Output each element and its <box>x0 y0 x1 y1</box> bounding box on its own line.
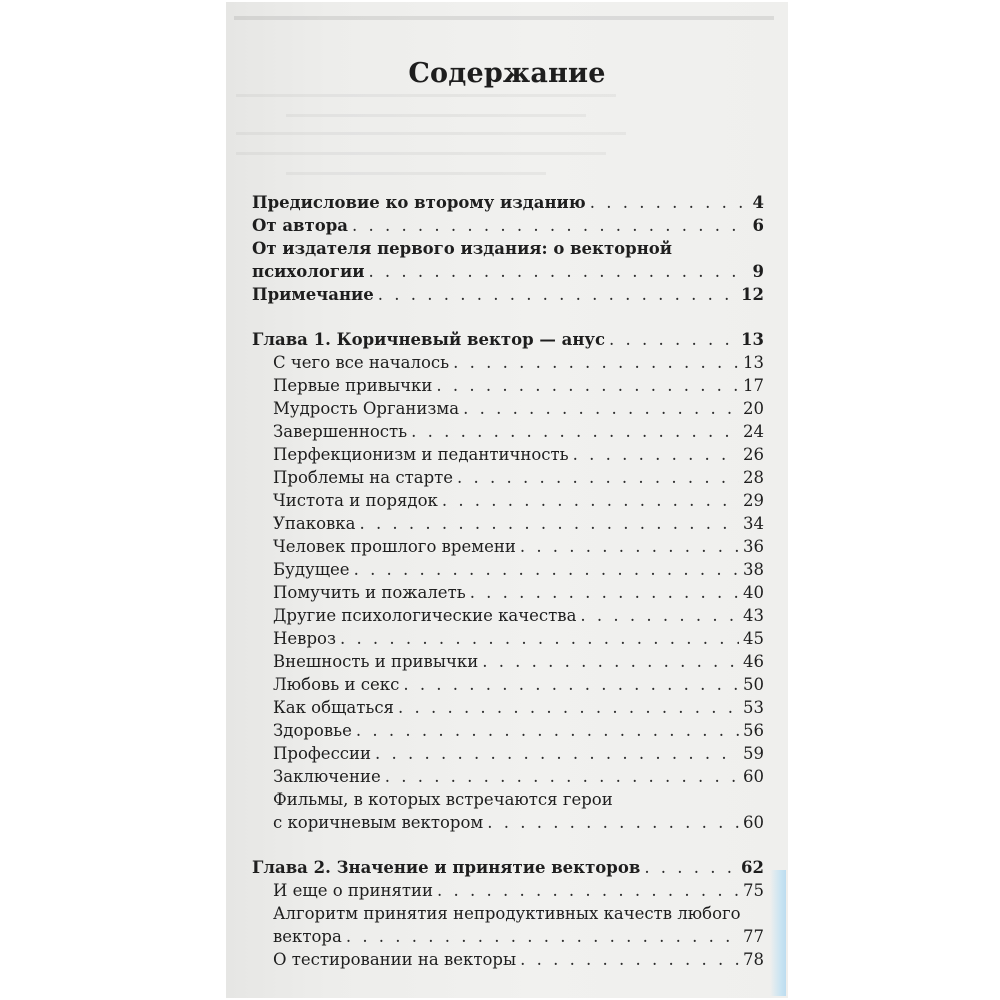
toc-item <box>273 491 764 511</box>
leader-dots <box>453 353 739 373</box>
toc-item-algorithm-line1: Алгоритм принятия непродуктивных качеств любого <box>273 904 741 923</box>
toc-item <box>273 744 764 764</box>
toc-entry-from-author <box>252 216 764 236</box>
toc-item <box>273 881 764 901</box>
toc-entry-label: Предисловие ко второму изданию <box>252 193 586 212</box>
toc-item <box>273 353 764 373</box>
leader-dots <box>411 422 739 442</box>
toc-entry-page: 9 <box>752 262 764 281</box>
toc-item-label: И еще о принятии <box>273 881 434 900</box>
toc-item-page: 36 <box>743 537 764 556</box>
leader-dots <box>346 927 739 947</box>
toc-entry-page: 4 <box>752 193 764 212</box>
leader-dots <box>398 698 739 718</box>
leader-dots <box>590 193 749 213</box>
leader-dots <box>482 652 739 672</box>
toc-item <box>273 376 764 396</box>
toc-item-label: Завершенность <box>273 422 408 441</box>
toc-entry-preface <box>252 193 764 213</box>
toc-item-page: 60 <box>743 813 764 832</box>
toc-item-page: 17 <box>743 376 764 395</box>
toc-item-page: 45 <box>743 629 764 648</box>
toc-item-page: 28 <box>743 468 764 487</box>
toc-item-label: Мудрость Организма <box>273 399 460 418</box>
toc-item <box>273 468 764 488</box>
toc-item-page: 46 <box>743 652 764 671</box>
toc-item <box>273 422 764 442</box>
toc-item-label: Здоровье <box>273 721 352 740</box>
leader-dots <box>403 675 739 695</box>
toc-item <box>273 767 764 787</box>
toc-item <box>273 399 764 419</box>
leader-dots <box>463 399 739 419</box>
toc-item-page: 40 <box>743 583 764 602</box>
toc-item <box>273 652 764 672</box>
toc-item-label: Человек прошлого времени <box>273 537 516 556</box>
toc-item-page: 50 <box>743 675 764 694</box>
toc-item-page: 59 <box>743 744 764 763</box>
leader-dots <box>375 744 739 764</box>
toc-item-label: Помучить и пожалеть <box>273 583 466 602</box>
page-title: Содержание <box>408 58 606 89</box>
leader-dots <box>356 721 739 741</box>
toc-item-page: 77 <box>743 927 764 946</box>
toc-chapter-label: Глава 1. Коричневый вектор — анус <box>252 330 606 349</box>
toc-item-page: 34 <box>743 514 764 533</box>
toc-item-label: О тестировании на векторы <box>273 950 517 969</box>
toc-item <box>273 606 764 626</box>
toc-entry-publisher-line1: От издателя первого издания: о векторной <box>252 239 673 258</box>
leader-dots <box>487 813 739 833</box>
toc-item <box>273 675 764 695</box>
toc-item-label: Первые привычки <box>273 376 433 395</box>
toc-item-label: Любовь и секс <box>273 675 400 694</box>
leader-dots <box>340 629 739 649</box>
toc-item-page: 78 <box>743 950 764 969</box>
toc-item-label: Заключение <box>273 767 381 786</box>
leader-dots <box>359 514 739 534</box>
toc-item-page: 38 <box>743 560 764 579</box>
toc-item-label: Внешность и привычки <box>273 652 479 671</box>
leader-dots <box>352 216 749 236</box>
toc-item-label: Как общаться <box>273 698 394 717</box>
leader-dots <box>442 491 739 511</box>
toc-item-label: вектора <box>273 927 342 946</box>
toc-item-label: Чистота и порядок <box>273 491 438 510</box>
leader-dots <box>368 262 748 282</box>
leader-dots <box>457 468 739 488</box>
toc-item-page: 13 <box>743 353 764 372</box>
toc-item-label: Перфекционизм и педантичность <box>273 445 569 464</box>
leader-dots <box>644 858 737 878</box>
toc-item-page: 26 <box>743 445 764 464</box>
leader-dots <box>436 376 739 396</box>
toc-entry-label: психологии <box>252 262 365 281</box>
toc-entry-publisher <box>252 262 764 282</box>
toc-chapter-page: 62 <box>741 858 764 877</box>
toc-item <box>273 583 764 603</box>
toc-item-label: Проблемы на старте <box>273 468 454 487</box>
toc-entry-label: От автора <box>252 216 348 235</box>
toc-item-label: Профессии <box>273 744 372 763</box>
leader-dots <box>609 330 737 350</box>
toc-chapter-1 <box>252 330 764 350</box>
toc-item-page: 75 <box>743 881 764 900</box>
toc-item-page: 24 <box>743 422 764 441</box>
toc-item-page: 53 <box>743 698 764 717</box>
leader-dots <box>354 560 739 580</box>
toc-entry-note <box>252 285 764 305</box>
toc-item <box>273 560 764 580</box>
toc-item <box>273 514 764 534</box>
toc-item <box>273 537 764 557</box>
toc-item-label: Другие психологические качества <box>273 606 577 625</box>
toc-item-label: с коричневым вектором <box>273 813 484 832</box>
leader-dots <box>385 767 739 787</box>
toc-chapter-2 <box>252 858 764 878</box>
toc-item-page: 20 <box>743 399 764 418</box>
toc-item-label: С чего все началось <box>273 353 450 372</box>
toc-item <box>273 927 764 947</box>
leader-dots <box>580 606 739 626</box>
toc-entry-label: Примечание <box>252 285 374 304</box>
leader-dots <box>520 537 739 557</box>
leader-dots <box>437 881 739 901</box>
toc-item <box>273 813 764 833</box>
leader-dots <box>378 285 737 305</box>
leader-dots <box>520 950 739 970</box>
toc-item-films-line1: Фильмы, в которых встречаются герои <box>273 790 613 809</box>
toc-chapter-label: Глава 2. Значение и принятие векторов <box>252 858 641 877</box>
toc-item <box>273 721 764 741</box>
toc-item <box>273 698 764 718</box>
toc-item-label: Будущее <box>273 560 350 579</box>
toc-entry-page: 12 <box>741 285 764 304</box>
leader-dots <box>470 583 739 603</box>
toc-item-page: 43 <box>743 606 764 625</box>
toc-item-label: Невроз <box>273 629 336 648</box>
toc-item-page: 60 <box>743 767 764 786</box>
toc-item <box>273 445 764 465</box>
toc-item-label: Упаковка <box>273 514 356 533</box>
toc-item-page: 29 <box>743 491 764 510</box>
leader-dots <box>573 445 739 465</box>
toc-entry-page: 6 <box>752 216 764 235</box>
toc-item <box>273 950 764 970</box>
toc-item-page: 56 <box>743 721 764 740</box>
toc-item <box>273 629 764 649</box>
toc-chapter-page: 13 <box>741 330 764 349</box>
